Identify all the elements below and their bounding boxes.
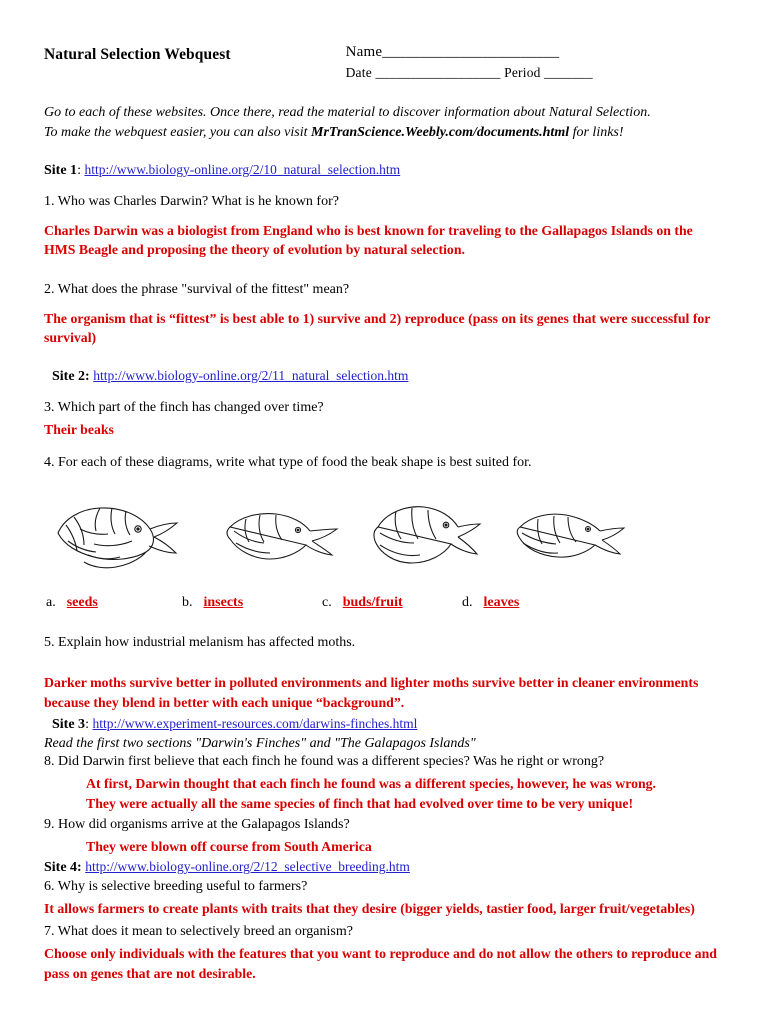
answer-3: Their beaks bbox=[44, 421, 114, 437]
beak-answer-d-value: leaves bbox=[483, 595, 520, 611]
document-body bbox=[44, 44, 726, 983]
answer-9: They were blown off course from South America bbox=[86, 838, 372, 854]
beak-diagram-c-icon bbox=[366, 493, 482, 581]
beak-diagram-b-icon bbox=[220, 497, 340, 577]
answer-5: Darker moths survive better in polluted environments and lighter moths survive better in cleaner environments because they blend in better with each unique “background”. bbox=[44, 675, 699, 711]
name-field-label: Name_______________________ bbox=[345, 44, 560, 60]
beak-answer-b bbox=[182, 595, 275, 611]
site-3-link[interactable]: http://www.experiment-resources.com/darwins-finches.html bbox=[92, 715, 418, 731]
site-1-line bbox=[44, 162, 726, 179]
beak-diagram-a-icon bbox=[50, 489, 180, 585]
beak-answer-b-value: insects bbox=[203, 595, 244, 611]
answer-1: Charles Darwin was a biologist from England who is best known for traveling to the Gallapagos Islands on the HMS Beagle and proposing the theory of evolution by natural selection. bbox=[44, 222, 693, 258]
question-4: 4. For each of these diagrams, write what type of food the beak shape is best suited for. bbox=[44, 455, 532, 471]
beak-answer-b-label: b. bbox=[182, 595, 193, 611]
document-header bbox=[44, 44, 726, 81]
answer-8-line-1: At first, Darwin thought that each finch he found was a different species, however, he was wrong. bbox=[86, 775, 657, 791]
answer-2: The organism that is “fittest” is best able to 1) survive and 2) reproduce (pass on its genes that were successful for survival) bbox=[44, 310, 711, 346]
beak-answer-d bbox=[462, 595, 558, 611]
page-title: Natural Selection Webquest bbox=[44, 46, 231, 63]
beak-diagram-d-icon bbox=[510, 499, 626, 575]
question-9: 9. How did organisms arrive at the Galapagos Islands? bbox=[44, 816, 350, 832]
site-3-label: Site 3 bbox=[52, 716, 86, 732]
site-1-link[interactable]: http://www.biology-online.org/2/10_natural_selection.htm bbox=[84, 161, 401, 177]
beak-answer-a bbox=[46, 595, 130, 611]
beak-answer-d-label: d. bbox=[462, 595, 473, 611]
beak-answer-c bbox=[322, 595, 428, 611]
site-2-link[interactable]: http://www.biology-online.org/2/11_natural_selection.htm bbox=[93, 367, 409, 383]
site-1-separator: : bbox=[77, 162, 85, 178]
site-3-reading-note: Read the first two sections "Darwin's Finches" and "The Galapagos Islands" bbox=[44, 735, 476, 751]
question-8: 8. Did Darwin first believe that each finch he found was a different species? Was he right or wrong? bbox=[44, 753, 605, 769]
finch-beak-diagrams bbox=[44, 489, 726, 585]
site-1-label: Site 1 bbox=[44, 162, 78, 178]
site-4-line bbox=[44, 859, 726, 876]
intro-paragraph bbox=[44, 103, 726, 144]
intro-line-2 bbox=[44, 123, 726, 143]
name-date-block bbox=[346, 44, 593, 81]
question-2: 2. What does the phrase "survival of the fittest" mean? bbox=[44, 281, 350, 297]
answer-6: It allows farmers to create plants with traits that they desire (bigger yields, tastier food, larger fruit/vegetables) bbox=[44, 901, 695, 917]
answer-7: Choose only individuals with the features that you want to reproduce and do not allow the others to reproduce and pass on genes that are not desirable. bbox=[44, 945, 717, 981]
beak-answer-a-value: seeds bbox=[66, 595, 98, 611]
date-period-field-label: Date __________________ Period _______ bbox=[345, 65, 593, 80]
site-2-label: Site 2: bbox=[52, 368, 90, 384]
site-4-link[interactable]: http://www.biology-online.org/2/12_selective_breeding.htm bbox=[85, 859, 410, 875]
question-3: 3. Which part of the finch has changed over time? bbox=[44, 399, 324, 415]
beak-answer-a-label: a. bbox=[46, 595, 56, 611]
question-6: 6. Why is selective breeding useful to farmers? bbox=[44, 879, 308, 895]
site-2-line bbox=[52, 368, 726, 385]
beak-answer-c-value: buds/fruit bbox=[342, 595, 403, 611]
answer-8-line-2: They were actually all the same species of finch that had evolved over time to be very unique! bbox=[86, 796, 634, 812]
beak-answer-c-label: c. bbox=[322, 595, 332, 611]
weebly-site-text: MrTranScience.Weebly.com/documents.html bbox=[311, 125, 570, 141]
site-4-label: Site 4: bbox=[44, 860, 82, 876]
site-3-line bbox=[52, 716, 726, 733]
site-3-separator: : bbox=[85, 716, 93, 732]
intro-line-1: Go to each of these websites. Once there, read the material to discover information about Natural Selection. bbox=[44, 105, 651, 120]
question-5: 5. Explain how industrial melanism has affected moths. bbox=[44, 635, 356, 651]
question-1: 1. Who was Charles Darwin? What is he known for? bbox=[44, 193, 339, 209]
question-7: 7. What does it mean to selectively breed an organism? bbox=[44, 923, 353, 939]
beak-answers-row bbox=[44, 595, 726, 617]
intro-line-2-pre: To make the webquest easier, you can also visit bbox=[44, 125, 312, 141]
intro-line-2-post: for links! bbox=[569, 125, 624, 141]
